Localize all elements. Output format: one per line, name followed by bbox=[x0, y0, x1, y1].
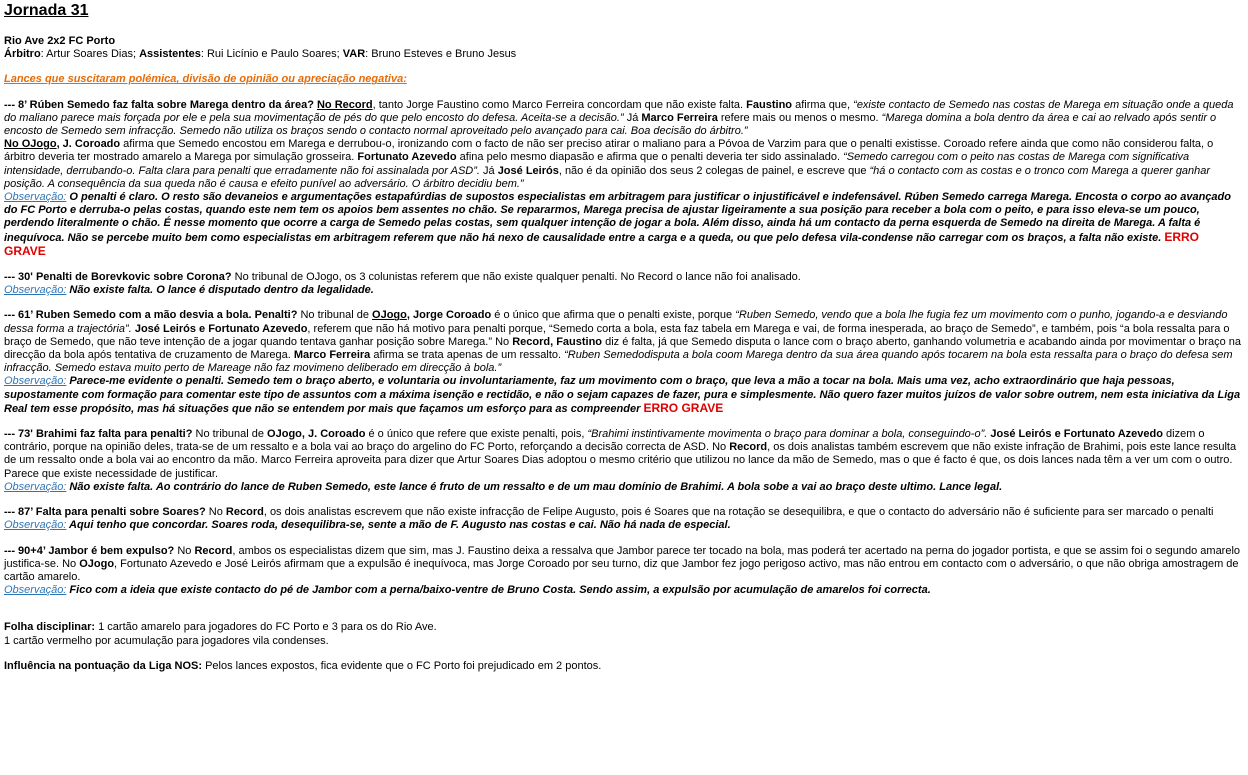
influencia-pontuacao: Influência na pontuação da Liga NOS: Pelos lances expostos, fica evidente que o FC Porto foi prejudicado em 2 pontos. bbox=[4, 659, 602, 672]
lance-87min: --- 87’ Falta para penalti sobre Soares? No Record, os dois analistas escrevem que não existe infracção de Felipe Augusto, pois é Soares que na rotação se desequilibra, e que o contacto do adversário não é suficiente para ser marcado o penalti Observação: Aqui tenho que concordar. Soares roda, desequilibra-se, sente a mão de F. Augusto nas costas e cai. Não há nada de especial. bbox=[4, 506, 1214, 532]
lance-61min: --- 61’ Ruben Semedo com a mão desvia a bola. Penalti? No tribunal de OJogo, Jorge Coroado é o único que afirma que o penalti existe, porque “Ruben Semedo, vendo que a bola lhe fugia fez um movimento com o punho, jogando-a e desviando dessa forma a trajectória”. José Leirós e Fortunato Azevedo, referem que não há motivo para penalti porque, “Semedo corta a bola, esta faz tabela em Marega e vai, de forma inesperada, ao braço de Semedo”, e também, pois “a bola ressalta para o braço de Semedo, que não teve intenção de a jogar quando tentava ganhar posição sobre Marega.” No Record, Faustino diz é falta, já que Semedo disputa o lance com o braço aberto, ganhando volumetria e acabando ainda por movimentar o braço na direcção da bola após tentativa de cruzamento de Marega. Marco Ferreira afirma se trata apenas de um ressalto. “Ruben Semedodisputa a bola coom Marega dentro da sua área quando após tocarem na bola esta ressalta para o braço do defesa sem infracção. Semedo estava muito perto de Mareage não faz movimeno deliberado em direcção à bola.” Observação: Parece-me evidente o penalti. Semedo tem o braço aberto, e voluntaria ou involuntariamente, faz um movimento com o braço, que leva a mão a tocar na bola. Mais uma vez, acho extraordinário que haja pessoas, supostamente com formação para comentar este tipo de assuntos com a máxima isenção e rectidão, e não o sejam capazes de fazer, pura e simplesmente. Não quero fazer muitos juízos de valor sobre outrem, nem esta iniciativa da Liga Real tem esse propósito, mas há situações que não se entendem por mais que façamos um esforço para as compreender ERRO GRAVE bbox=[4, 309, 1242, 415]
lance-30min: --- 30' Penalti de Borevkovic sobre Corona? No tribunal de OJogo, os 3 colunistas referem que não existe qualquer penalti. No Record o lance não foi analisado. Observação: Não existe falta. O lance é disputado dentro da legalidade. bbox=[4, 271, 801, 297]
lance-8min bbox=[4, 99, 1244, 259]
lance-8min-record: --- 8’ Rúben Semedo faz falta sobre Marega dentro da área? No Record, tanto Jorge Faustino como Marco Ferreira concordam que não existe falta. Faustino afirma que, “existe contacto de Semedo nas costas de Marega em situação onde a queda do maliano parece mais forçada por ele e pela sua movimentação de pés do que pelo encosto do defesa. Aceita-se a decisão.” Já Marco Ferreira refere mais ou menos o mesmo. “Marega domina a bola dentro da área e cai ao relvado após sentir o encosto de Semedo sem infracção. Semedo não utiliza os braços sendo o contacto normal aproveitado pelo avançado para cai. Boa decisão do árbitro.” bbox=[4, 98, 1234, 138]
lance-90min: --- 90+4’ Jambor é bem expulso? No Record, ambos os especialistas dizem que sim, mas J. Faustino deixa a ressalva que Jambor parece ter tocado na bola, mas poderá ter acertado na perna do jogador portista, e que se assim foi o segundo amarelo justifica-se. No OJogo, Fortunato Azevedo e José Leirós afirmam que a expulsão é inequívoca, mas Jorge Coroado por seu turno, diz que Jambor fez jogo perigoso activo, mas não entrou em contacto com o adversário, o que não obriga amostragem de cartão amarelo. Observação: Fico com a ideia que existe contacto do pé de Jambor com a perna/baixo-ventre de Bruno Costa. Sendo assim, a expulsão por acumulação de amarelos foi correcta. bbox=[4, 544, 1241, 597]
erro-grave-badge: ERRO GRAVE bbox=[4, 229, 1199, 258]
referee-line: Árbitro: Artur Soares Dias; Assistentes: Rui Licínio e Paulo Soares; VAR: Bruno Esteves e Bruno Jesus bbox=[4, 48, 517, 61]
folha-disciplinar: Folha disciplinar: 1 cartão amarelo para jogadores do FC Porto e 3 para os do Rio Ave. 1 cartão vermelho por acumulação para jogadores vila condenses. bbox=[4, 621, 437, 647]
lance-8min-ojogo: No OJogo, J. Coroado afirma que Semedo encostou em Marega e derrubou-o, ironizando com o facto de não ser preciso atirar o maliano para a Póvoa de Varzim para que o penalti existisse. Coroado refere ainda que como não considerou falta, o árbitro deveria ter mostrado amarelo a Marega por simulação grosseira. Fortunato Azevedo afina pelo mesmo diapasão e afirma que o penalti deveria ter sido assinalado. “Semedo carregou com o peito nas costas de Marega com significativa intensidade, derrubando-o. Falta clara para penalti que erradamente não foi assinalada por ASD”. Já José Leirós, não é da opinião dos seus 2 colegas de painel, e escreve que “há o contacto com as costas e o tronco com Marega a querer ganhar posição. A consequência da sua queda não é causa e efeito punível ao adversário. O árbitro decidiu bem.” bbox=[4, 138, 1214, 190]
document-page bbox=[0, 1, 1248, 775]
page-title: Jornada 31 bbox=[4, 2, 89, 19]
match-line: Rio Ave 2x2 FC Porto bbox=[4, 35, 116, 47]
lance-73min: --- 73' Brahimi faz falta para penalti? No tribunal de OJogo, J. Coroado é o único que refere que existe penalti, pois, “Brahimi instintivamente movimenta o braço para dominar a bola, conseguindo-o”. José Leirós e Fortunato Azevedo dizem o contrário, porque na opinião deles, trata-se de um ressalto e a bola vai ao braço do argelino do FC Porto, reforçando a decisão correcta de ASD. No Record, os dois analistas também escrevem que não existe infração de Brahimi, pois este lance resulta de um ressalto onde a bola vai ao encontro da mão. Marco Ferreira aproveita para dizer que Artur Soares Dias adoptou o mesmo critério que utilizou no lance da mão de Semedo, mas o que é facto é que, os dois lances nada têm a ver um com o outro. Parece que existe necessidade de justificar. Observação: Não existe falta. Ao contrário do lance de Ruben Semedo, este lance é fruto de um ressalto e de um mau domínio de Brahimi. A bola sobe a vai ao braço deste ultimo. Lance legal. bbox=[4, 428, 1237, 493]
section-title: Lances que suscitaram polémica, divisão de opinião ou apreciação negativa: bbox=[4, 73, 407, 86]
erro-grave-badge: ERRO GRAVE bbox=[643, 400, 724, 415]
lance-8min-observacao: Observação: O penalti é claro. O resto são devaneios e argumentações estapafúrdias de supostos especialistas em arbitragem para justificar o injustificável e indefensável. Rúben Semedo carrega Marega. Encosta o corpo ao avançado do FC Porto e derruba-o pelas costas, quando este nem tem os apoios bem assentes no chão. Se repararmos, Marega precisa de ajustar ligeiramente a sua posição para receber a bola com o peito, e para isso eleva-se um pouco, perdendo literalmente o chão. É nesse momento que ocorre a carga de Semedo pelas costas, sem qualquer intenção de jogar a bola. Além disso, ainda há um contacto da perna esquerda de Semedo na direita de Marega. A falta é inequívoca. Não se percebe muito bem como especialistas em arbitragem referem que não há nexo de causalidade entre a carga e a queda, ou que pelo defesa vila-condense não carregar com os braços, a falta não existe. ERRO GRAVE bbox=[4, 191, 1231, 258]
